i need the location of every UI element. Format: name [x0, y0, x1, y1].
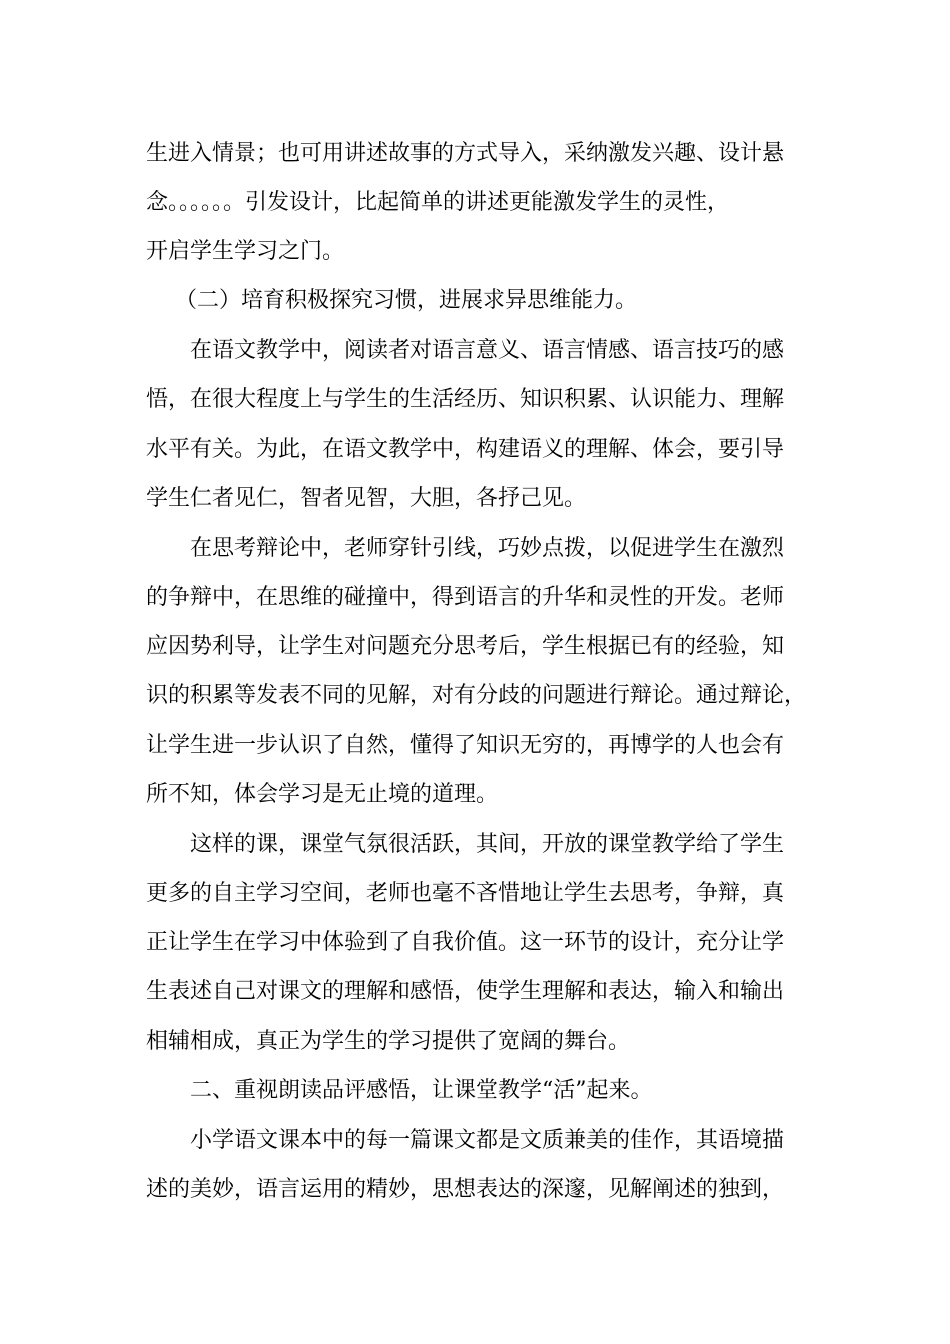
text-line: 让学生进一步认识了自然，懂得了知识无穷的，再博学的人也会有	[146, 733, 785, 758]
text-line: 相辅相成，真正为学生的学习提供了宽阔的舞台。	[146, 1029, 631, 1054]
text-line: 念。。。。。。引发设计，比起简单的讲述更能激发学生的灵性，	[146, 190, 730, 215]
text-line: 悟，在很大程度上与学生的生活经历、知识积累、认识能力、理解	[146, 387, 785, 412]
text-line: 生进入情景；也可用讲述故事的方式导入，采纳激发兴趣、设计悬	[146, 141, 785, 166]
text-line: 水平有关。为此，在语文教学中，构建语义的理解、体会，要引导	[146, 437, 785, 462]
text-line: 学生仁者见仁，智者见智，大胆，各抒己见。	[146, 486, 587, 511]
section-heading: （二）培育积极探究习惯，进展求异思维能力。	[175, 288, 638, 313]
section-heading: 二、重视朗读品评感悟，让课堂教学“活”起来。	[190, 1078, 653, 1103]
text-line: 应因势利导，让学生对问题充分思考后，学生根据已有的经验，知	[146, 634, 785, 659]
text-line: 这样的课，课堂气氛很活跃，其间，开放的课堂教学给了学生	[190, 832, 785, 857]
text-line: 在语文教学中，阅读者对语言意义、语言情感、语言技巧的感	[190, 338, 785, 363]
text-line: 在思考辩论中，老师穿针引线，巧妙点拨，以促进学生在激烈	[190, 536, 785, 561]
text-line: 所不知，体会学习是无止境的道理。	[146, 782, 499, 807]
text-line: 的争辩中，在思维的碰撞中，得到语言的升华和灵性的开发。老师	[146, 585, 785, 610]
text-line: 述的美妙，语言运用的精妙，思想表达的深邃，见解阐述的独到，	[146, 1177, 785, 1202]
text-line: 开启学生学习之门。	[146, 239, 345, 264]
text-line: 更多的自主学习空间，老师也毫不吝惜地让学生去思考，争辩，真	[146, 881, 785, 906]
text-line: 识的积累等发表不同的见解，对有分歧的问题进行辩论。通过辩论，	[146, 683, 807, 708]
text-line: 正让学生在学习中体验到了自我价值。这一环节的设计，充分让学	[146, 930, 785, 955]
text-line: 小学语文课本中的每一篇课文都是文质兼美的佳作，其语境描	[190, 1128, 785, 1153]
text-line: 生表述自己对课文的理解和感悟，使学生理解和表达，输入和输出	[146, 979, 785, 1004]
